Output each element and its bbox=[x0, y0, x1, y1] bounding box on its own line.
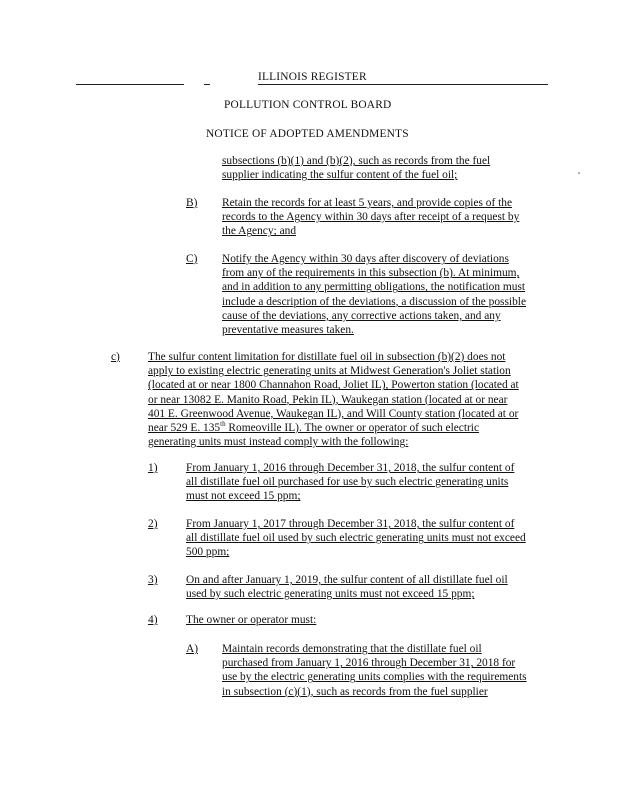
text-line: 500 ppm; bbox=[186, 546, 230, 559]
item-label-2: 2) bbox=[148, 518, 158, 530]
text-line: the Agency; and bbox=[222, 225, 297, 238]
text-line: The owner or operator must: bbox=[186, 614, 317, 626]
item-4A-text bbox=[222, 642, 527, 699]
text-line: used by such electric generating units must not exceed 15 ppm; bbox=[186, 588, 475, 601]
text-line: preventative measures taken. bbox=[222, 324, 354, 337]
header-rule-right bbox=[258, 84, 548, 85]
text-line: and in addition to any permitting obligations, the notification must bbox=[222, 281, 526, 294]
item-4-text bbox=[186, 613, 316, 627]
address-text: near 529 E. 135 bbox=[148, 422, 221, 435]
text-line: cause of the deviations, any corrective actions taken, and any bbox=[222, 309, 501, 322]
item-label-1: 1) bbox=[148, 462, 158, 474]
text-line: records to the Agency within 30 days after receipt of a request by bbox=[222, 211, 520, 224]
ordinal-superscript: th bbox=[220, 420, 226, 429]
text-line: On and after January 1, 2019, the sulfur content of all distillate fuel oil bbox=[186, 574, 508, 586]
text-line: subsections (b)(1) and (b)(2), such as records from the fuel bbox=[222, 155, 491, 167]
text-line: supplier indicating the sulfur content of the fuel oil; bbox=[222, 169, 458, 182]
header-rule-mark bbox=[204, 84, 210, 85]
text-line: (located at or near 1800 Channahon Road, Joliet IL), Powerton station (located at bbox=[148, 379, 519, 392]
text-line: all distillate fuel oil purchased for use by such electric generating units bbox=[186, 476, 509, 489]
header-rule-left bbox=[76, 84, 184, 85]
section-c-text bbox=[148, 350, 519, 449]
text-line: purchased from January 1, 2016 through December 31, 2018 for bbox=[222, 657, 516, 670]
section-label-c: c) bbox=[111, 351, 120, 363]
text-line: all distillate fuel oil used by such electric generating units must not exceed bbox=[186, 532, 526, 545]
text-line: From January 1, 2017 through December 31, 2018, the sulfur content of bbox=[186, 518, 515, 530]
address-text-cont: Romeoville IL). The owner or operator of such electric bbox=[225, 422, 480, 435]
item-label-4A: A) bbox=[186, 643, 199, 655]
text-line bbox=[148, 421, 519, 435]
item-C-text bbox=[222, 252, 526, 337]
item-label-B: B) bbox=[186, 197, 198, 209]
item-label-4: 4) bbox=[148, 614, 158, 626]
text-line: in subsection (c)(1), such as records from the fuel supplier bbox=[222, 685, 488, 698]
item-1-text bbox=[186, 461, 514, 504]
continuation-text bbox=[222, 154, 490, 182]
text-line: The sulfur content limitation for distillate fuel oil in subsection (b)(2) does not bbox=[148, 351, 506, 363]
text-line: Notify the Agency within 30 days after discovery of deviations bbox=[222, 253, 509, 265]
text-line: generating units must instead comply with the following: bbox=[148, 436, 409, 449]
stray-mark bbox=[578, 172, 580, 174]
text-line: Retain the records for at least 5 years, and provide copies of the bbox=[222, 197, 513, 209]
text-line: include a description of the deviations, a discussion of the possible bbox=[222, 295, 527, 308]
item-2-text bbox=[186, 517, 526, 560]
item-label-3: 3) bbox=[148, 574, 158, 586]
text-line: from any of the requirements in this subsection (b). At minimum, bbox=[222, 267, 520, 280]
item-label-C: C) bbox=[186, 253, 198, 265]
text-line: From January 1, 2016 through December 31, 2018, the sulfur content of bbox=[186, 462, 515, 474]
text-line: apply to existing electric generating units at Midwest Generation's Joliet station bbox=[148, 365, 511, 378]
board-title: POLLUTION CONTROL BOARD bbox=[224, 99, 392, 111]
text-line: use by the electric generating units complies with the requirements bbox=[222, 671, 527, 684]
text-line: 401 E. Greenwood Avenue, Waukegan IL), and Will County station (located at or bbox=[148, 407, 519, 420]
register-title: ILLINOIS REGISTER bbox=[258, 71, 367, 83]
text-line: Maintain records demonstrating that the distillate fuel oil bbox=[222, 643, 482, 655]
notice-title: NOTICE OF ADOPTED AMENDMENTS bbox=[206, 128, 409, 140]
item-B-text bbox=[222, 196, 519, 239]
item-3-text bbox=[186, 573, 508, 601]
text-line: or near 13082 E. Manito Road, Pekin IL), Waukegan station (located at or near bbox=[148, 393, 508, 406]
text-line: must not exceed 15 ppm; bbox=[186, 490, 301, 503]
